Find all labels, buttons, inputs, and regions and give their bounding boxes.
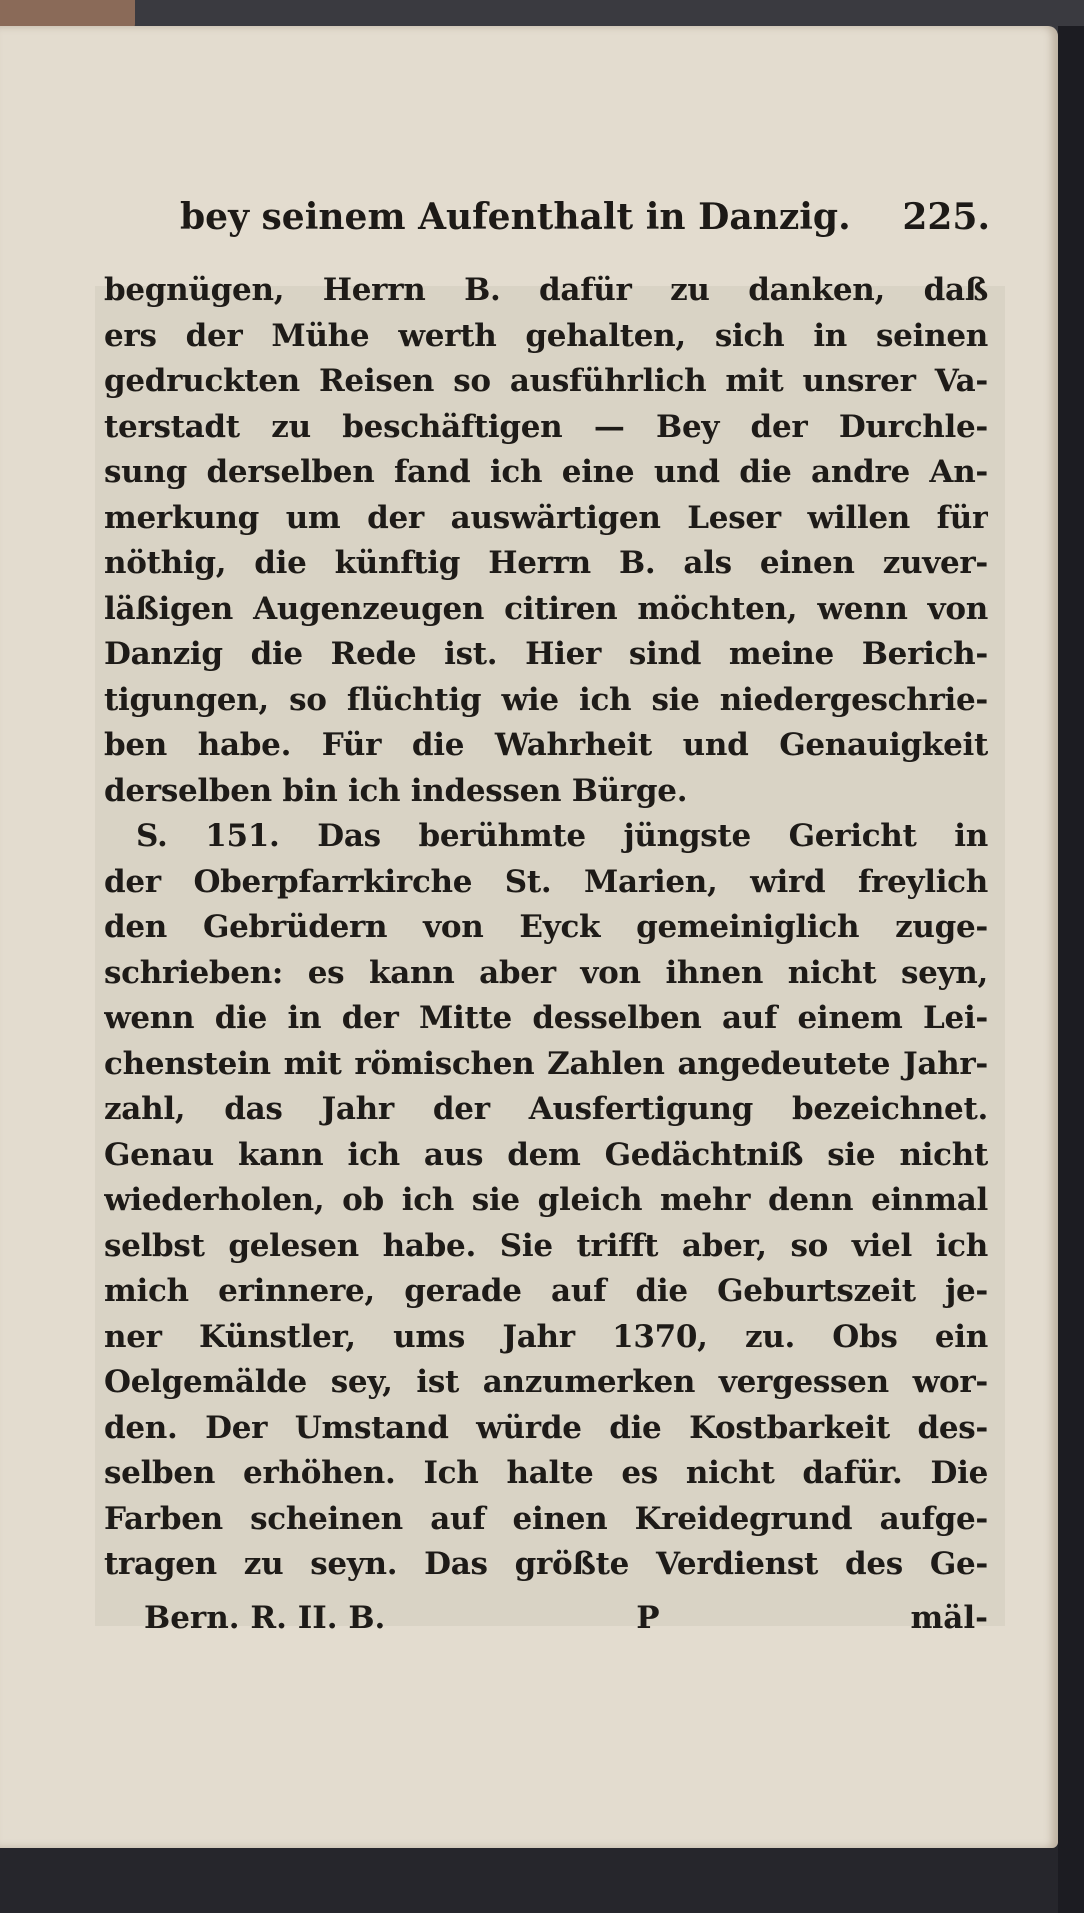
text-line: Danzig die Rede ist. Hier sind meine Berich-: [104, 636, 988, 672]
text-line: nöthig, die künftig Herrn B. als einen zuver-: [104, 545, 988, 581]
text-line: selbst gelesen habe. Sie trifft aber, so viel ich: [104, 1227, 988, 1264]
running-title: bey seinem Aufenthalt in Danzig.: [180, 196, 851, 238]
signature-mark: Bern. R. II. B.: [144, 1600, 386, 1636]
text-line: Farben scheinen auf einen Kreidegrund aufge-: [104, 1500, 988, 1537]
text-line: derselben bin ich indessen Bürge.: [104, 772, 688, 809]
text-line: der Oberpfarrkirche St. Marien, wird freylich: [104, 863, 988, 900]
text-line: wiederholen, ob ich sie gleich mehr denn einmal: [104, 1182, 988, 1218]
text-line: sung derselben fand ich eine und die andre An-: [104, 454, 988, 490]
text-line: Genau kann ich aus dem Gedächtniß sie nicht: [104, 1136, 988, 1173]
text-line: zahl, das Jahr der Ausfertigung bezeichnet.: [104, 1091, 988, 1127]
text-line: tigungen, so flüchtig wie ich sie niedergeschrie-: [104, 681, 988, 718]
text-line: läßigen Augenzeugen citiren möchten, wenn von: [104, 590, 988, 627]
text-line: terstadt zu beschäftigen — Bey der Durchle-: [104, 408, 988, 445]
page-number: 225.: [902, 196, 990, 238]
text-line: S. 151. Das berühmte jüngste Gericht in: [136, 818, 988, 854]
text-line: begnügen, Herrn B. dafür zu danken, daß: [104, 272, 988, 308]
text-line: ner Künstler, ums Jahr 1370, zu. Obs ein: [104, 1318, 988, 1355]
text-line: ers der Mühe werth gehalten, sich in seinen: [104, 317, 988, 354]
text-line: gedruckten Reisen so ausführlich mit unsrer Va-: [104, 363, 988, 399]
text-line: den. Der Umstand würde die Kostbarkeit des-: [104, 1409, 988, 1446]
page-header: [180, 196, 990, 238]
scan-background-right: [1058, 26, 1084, 1913]
text-line: mich erinnere, gerade auf die Geburtszeit je-: [104, 1273, 988, 1309]
text-line: ben habe. Für die Wahrheit und Genauigkeit: [104, 727, 988, 763]
text-line: Oelgemälde sey, ist anzumerken vergessen wor-: [104, 1364, 988, 1400]
text-line: selben erhöhen. Ich halte es nicht dafür. Die: [104, 1455, 988, 1491]
text-line: merkung um der auswärtigen Leser willen für: [104, 499, 988, 536]
text-line: den Gebrüdern von Eyck gemeiniglich zuge-: [104, 909, 988, 945]
text-line: schrieben: es kann aber von ihnen nicht seyn,: [104, 954, 988, 991]
catchword: mäl-: [910, 1600, 988, 1636]
page-footer: [104, 1600, 988, 1636]
text-line: chenstein mit römischen Zahlen angedeutete Jahr-: [104, 1045, 988, 1082]
text-line: tragen zu seyn. Das größte Verdienst des Ge-: [104, 1546, 988, 1582]
text-line: wenn die in der Mitte desselben auf einem Lei-: [104, 1000, 988, 1036]
page-body: [104, 268, 988, 1588]
sheet-mark: P: [636, 1600, 660, 1636]
